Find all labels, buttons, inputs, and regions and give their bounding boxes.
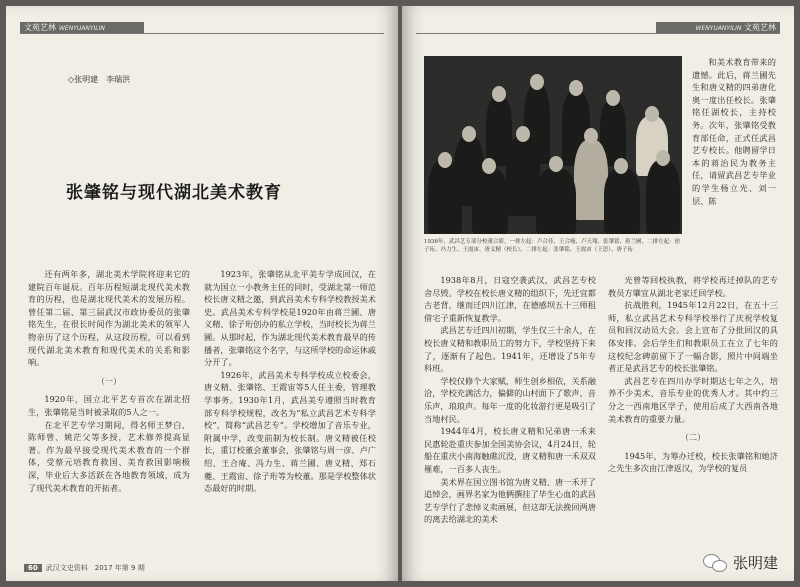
paragraph: 武昌艺专迁四川初期，学生仅三十余人，在校长唐义精和教职员工的努力下，学校坚持下来了，逐渐有了起色。1941年，还增设了5年专科班。: [424, 325, 596, 374]
paragraph: 1920年，国立北平艺专首次在湖北招生，张肇铭是当时被录取的5人之一。: [28, 394, 190, 417]
right-header-cn: 文苑艺林: [744, 23, 776, 32]
magazine-spread: [6, 6, 796, 583]
paragraph: 1944年4月，校长唐义精和兄弟唐一禾来民惠轮赴重庆参加全国美协会议，4月24日，轮船在重庆小南海触礁沉没，唐义精和唐一禾双双罹难，一百多人丧生。: [424, 426, 596, 474]
left-header-cn: 文苑艺林: [24, 23, 56, 32]
watermark-text: 张明建: [732, 554, 778, 572]
intro-paragraph: 还有两年多，湖北美术学院将迎来它的建院百年诞辰。百年历程短湖北现代美术教育的历程，也是湖北现代美术的发展历程。曾任第二届、第三届武汉市政协委员的张肇铭先生，在很长时间作为湖北美术的领军人物亲历了这个历程，从这段历程，可以看到现代湖北美术教育和现代美术的关系和影响。: [28, 269, 190, 368]
right-header-en: WENYUANYILIN: [695, 25, 742, 32]
right-column-1: [424, 274, 596, 526]
paragraph: 武昌艺专在四川办学时期达七年之久，培养不少美术、音乐专业的优秀人才。其中约三分之一西南地区学子，使用后成了大西南各地美术教育的重要力量。: [608, 375, 778, 424]
section-heading-2: （二）: [680, 432, 706, 443]
photo-figure: [428, 160, 462, 234]
photo-figure: [472, 168, 508, 234]
photo-face: [584, 128, 598, 144]
right-column-2: [608, 274, 778, 475]
right-header-rule: [416, 33, 780, 34]
photo-face: [438, 152, 452, 168]
photo-caption: 1936年，武昌艺专部分校董合影。一排左起：卢合佳、王合庵、卢天翔、张肇铭、蒋兰圃、二排左起：徐子珩、冯力生、王霞宙、唐义精（校长）、二排左起：张肇铭、王霞宙（王思）、唐子珩: [424, 239, 681, 253]
photo-face: [549, 156, 563, 172]
paragraph: 光曾等回校执教，将学校再迁掉队的艺专教员方肇宜从湖北老家迁回学校。: [608, 275, 778, 298]
photo-figure: [646, 160, 680, 234]
paragraph: 1926年，武昌美术专科学校成立校委会，唐义精、张肇铭、王霞宙等5人任主委，管理教学事务。1930年1月，武昌美专遵照当时教育部专科学校规程，改名为“私立武昌艺术专科学校”，简称“武昌艺专”。学校增加了音乐专业，附属中学，改变前制为校长制。唐义精被任校长，重订校董会董事会，张肇铭与周一彦、卢广绍、王合庵、冯力生、蒋兰圃、唐义精、郑石夔、王霞宙、徐子珩等为校董。那是学校整体状态最好的时期。: [204, 369, 376, 494]
photo-face: [614, 158, 628, 174]
paragraph: 美术界在国立图书馆为唐义精、唐一禾开了追悼会，画界名家为他俩撰挂了毕生心血的武昌艺专学行了悲悼义卖画展，但这却无法挽回两唐的离去给湖北的美术: [424, 476, 596, 525]
paragraph: 学校仅修个大家赋，师生创乡相依，关系融洽，学校充满活力，偏僻的山村面下了歌声，音乐声，琅琅声。每年一度的化妆游行更是吸引了当地村民。: [424, 375, 596, 424]
journal-info: 武汉文史资料 2017 年第 9 期: [45, 564, 145, 572]
right-side-column: [692, 56, 776, 207]
photo-figure: [536, 168, 576, 234]
photo-face: [530, 74, 544, 90]
photo-figure: [604, 168, 640, 234]
paragraph: 和美术教育带来的遗憾。此后，蒋兰圃先生和唐义精的四弟唐化奥一度出任校长。张肇铭任湖校长，主持校务。次年，张肇铭受教育部任命，正式任武昌艺专校长。他聘留学日本的蒋治民为教务主任，请留武昌艺专毕业的学生杨立光、刘一层、陈: [692, 57, 776, 206]
wechat-icon: [703, 554, 727, 572]
watermark: [703, 552, 778, 573]
photo-face: [482, 158, 496, 174]
photo-face: [645, 106, 659, 122]
photo-figure: [506, 136, 540, 216]
paragraph: 1945年，为筹办迁校，校长张肇铭和她济之先生多次由江津返汉，为学校的复员: [608, 450, 778, 474]
article-title: 张肇铭与现代湖北美术教育: [66, 183, 282, 203]
paragraph: 1923年，张肇铭从北平美专学成回汉，在就为国立一小教务主任的同时，受湖北第一师范校长唐义精之邀，到武昌美术专科学校教授美术史。武昌美术专科学校是1920年由蒋兰圃、唐义精、徐子珩创办的私立学校，当时校长为蒋兰圃。从那时起，作为湖北现代美术教育最早的传播者，张肇铭这个名字，与这所学校的命运休戚分开了。: [204, 269, 376, 368]
left-header-en: WENYUANYILIN: [59, 25, 105, 32]
paragraph: 在北平艺专学习期间，得名师王梦白、陈师曾、姚茫父等多授，艺术修养提高显著。作为最早接受现代美术教育的一个群体，受蔡元培教育救国、美育救国影响极深，毕业后大多活跃在各地教育领域，成为了现代美术教育的开拓者。: [28, 419, 190, 493]
photo-face: [462, 126, 476, 142]
left-page: [6, 6, 398, 581]
photo-face: [492, 86, 506, 102]
photo-figure: [574, 140, 608, 220]
photo-face: [516, 126, 530, 142]
paragraph: 1938年8月，日寇空袭武汉，武昌艺专校舍尽毁。学校在校长唐义精的组织下，先迁宜都古老背，继而迁四川江津，在德感坝五十三师租借宅子重新恢复教学。: [424, 275, 596, 323]
section-heading-1: （一）: [96, 375, 122, 386]
page-number: 60: [24, 564, 42, 572]
paragraph: 抗战胜利，1945年12月22日，在五十三师，私立武昌艺术专科学校举行了庆祝学校复员和回汉动员大会。会上宣布了分批回汉的具体安排。会后学生们和教职员工在立了七年的这校纪念碑前留下了一幅合影，照片中间端坐者正是武昌艺专的校长张肇铭。: [608, 300, 778, 374]
right-page: [402, 6, 794, 581]
article-authors: ◇张明建 李瑞洪: [68, 75, 131, 84]
left-column-1: [28, 268, 190, 494]
historical-group-photo: [424, 56, 682, 234]
left-footer: [24, 563, 145, 573]
left-header-rule: [20, 33, 384, 34]
photo-face: [606, 90, 620, 106]
photo-face: [569, 80, 583, 96]
photo-face: [656, 150, 670, 166]
left-column-2: [204, 268, 376, 495]
